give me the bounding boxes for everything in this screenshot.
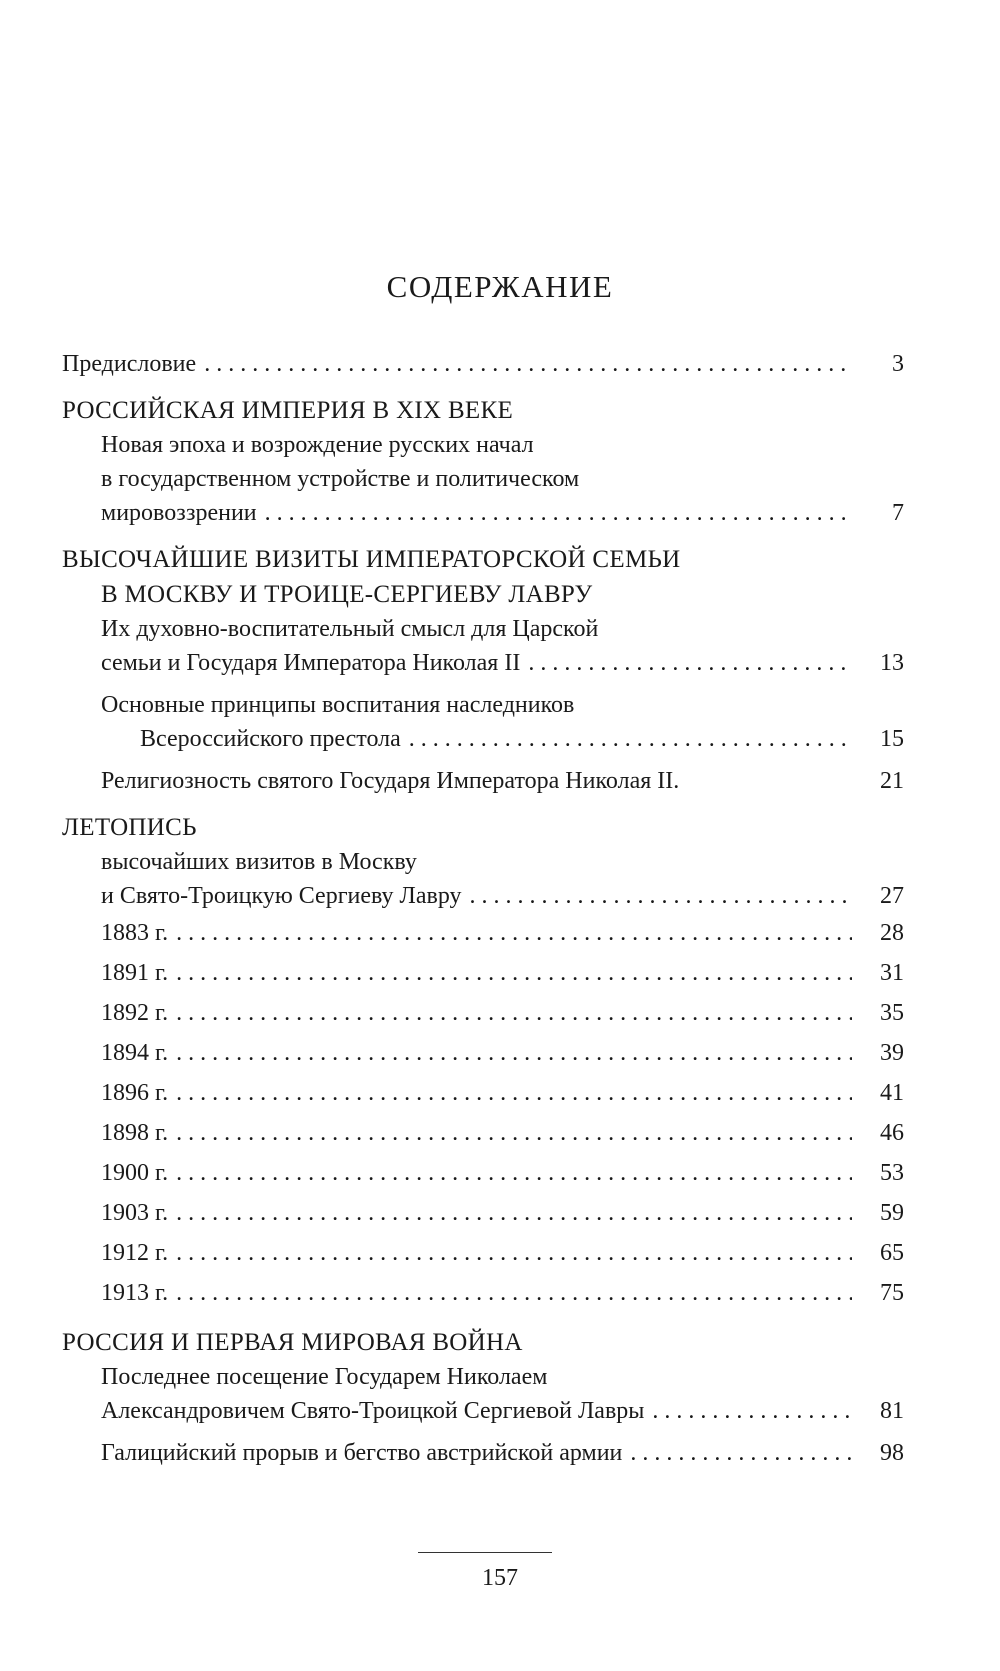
footer-rule: [418, 1552, 552, 1553]
toc-entry-text: 1898 г.: [101, 1120, 169, 1146]
toc-page-number: 21: [880, 768, 904, 794]
dot-leader: [176, 1033, 852, 1073]
toc-entry-text: Религиозность святого Государя Императора Николая II.: [101, 768, 680, 794]
toc-page-number: 28: [880, 920, 904, 946]
section-heading: В МОСКВУ И ТРОИЦЕ-СЕРГИЕВУ ЛАВРУ: [101, 581, 593, 608]
dot-leader: [176, 993, 852, 1033]
toc-page-number: 13: [880, 650, 904, 676]
toc-entry-line: Их духовно-воспитательный смысл для Царской: [101, 616, 599, 642]
toc-entry-year: [62, 1113, 904, 1153]
toc-entry-line: Основные принципы воспитания наследников: [101, 692, 575, 718]
toc-entry: [62, 1394, 904, 1428]
toc-entry: [62, 879, 904, 913]
toc-page-number: 75: [880, 1280, 904, 1306]
toc-entry-text: 1883 г.: [101, 920, 169, 946]
toc-entry-text: 1892 г.: [101, 1000, 169, 1026]
toc-entry-text: семьи и Государя Императора Николая II: [101, 650, 521, 676]
dot-leader: [176, 1273, 852, 1313]
toc-entry-year: [62, 1193, 904, 1233]
dot-leader: [176, 1113, 852, 1153]
toc-entry: [62, 722, 904, 756]
section-heading: РОССИЯ И ПЕРВАЯ МИРОВАЯ ВОЙНА: [62, 1329, 523, 1356]
toc-page-number: 65: [880, 1240, 904, 1266]
toc-entry: [62, 646, 904, 680]
toc-entry-text: 1900 г.: [101, 1160, 169, 1186]
toc-entry-text: Предисловие: [62, 351, 197, 377]
page-number: 157: [482, 1565, 518, 1591]
toc-entry-text: и Свято-Троицкую Сергиеву Лавру: [101, 883, 462, 909]
toc-entry-year: [62, 1033, 904, 1073]
toc-page-number: 35: [880, 1000, 904, 1026]
toc-entry-text: Всероссийского престола: [140, 726, 401, 752]
toc-entry: [62, 496, 904, 530]
dot-leader: [176, 913, 852, 953]
toc-page-number: 31: [880, 960, 904, 986]
toc-entry-year: [62, 1153, 904, 1193]
toc-entry-text: Александровичем Свято-Троицкой Сергиевой Лавры: [101, 1398, 645, 1424]
toc-page-number: 46: [880, 1120, 904, 1146]
toc-entry-line: в государственном устройстве и политическом: [101, 466, 580, 492]
dot-leader: [176, 1153, 852, 1193]
toc-entry-text: 1894 г.: [101, 1040, 169, 1066]
toc-entry-year: [62, 1233, 904, 1273]
toc-page-number: 41: [880, 1080, 904, 1106]
dot-leader: [409, 722, 852, 756]
toc-entry-text: мировоззрении: [101, 500, 257, 526]
toc-entry-text: 1913 г.: [101, 1280, 169, 1306]
toc-page-number: 27: [880, 883, 904, 909]
toc-page-number: 39: [880, 1040, 904, 1066]
toc-entry-year: [62, 993, 904, 1033]
toc-entry-text: 1891 г.: [101, 960, 169, 986]
toc-entry-text: 1912 г.: [101, 1240, 169, 1266]
year-list: [62, 913, 904, 1313]
section-heading: РОССИЙСКАЯ ИМПЕРИЯ В XIX ВЕКЕ: [62, 397, 514, 424]
section-heading: ЛЕТОПИСЬ: [62, 814, 197, 841]
toc-entry-text: 1903 г.: [101, 1200, 169, 1226]
dot-leader: [176, 953, 852, 993]
dot-leader: [470, 879, 852, 913]
toc-entry-text: Галицийский прорыв и бегство австрийской армии: [101, 1440, 623, 1466]
page-title: СОДЕРЖАНИЕ: [386, 269, 614, 304]
toc-page-number: 3: [892, 351, 904, 377]
dot-leader: [265, 496, 852, 530]
section-heading: ВЫСОЧАЙШИЕ ВИЗИТЫ ИМПЕРАТОРСКОЙ СЕМЬИ: [62, 546, 681, 573]
toc-entry-line: высочайших визитов в Москву: [101, 849, 417, 875]
dot-leader: [204, 347, 852, 381]
toc-entry-line: Последнее посещение Государем Николаем: [101, 1364, 548, 1390]
dot-leader: [176, 1073, 852, 1113]
toc-entry-year: [62, 1073, 904, 1113]
toc-entry-year: [62, 913, 904, 953]
toc-page-number: 98: [880, 1440, 904, 1466]
toc-page-number: 7: [892, 500, 904, 526]
toc-entry: [62, 764, 904, 798]
dot-leader: [528, 646, 852, 680]
toc-entry-line: Новая эпоха и возрождение русских начал: [101, 432, 534, 458]
toc-page-number: 53: [880, 1160, 904, 1186]
toc-entry: [62, 1436, 904, 1470]
toc-entry-text: 1896 г.: [101, 1080, 169, 1106]
dot-leader: [652, 1394, 852, 1428]
dot-leader: [176, 1233, 852, 1273]
toc-page-number: 15: [880, 726, 904, 752]
dot-leader: [176, 1193, 852, 1233]
table-of-contents: [62, 347, 904, 1470]
toc-entry-year: [62, 953, 904, 993]
toc-entry-year: [62, 1273, 904, 1313]
toc-page-number: 81: [880, 1398, 904, 1424]
toc-page-number: 59: [880, 1200, 904, 1226]
toc-entry-preface: [62, 347, 904, 381]
dot-leader: [630, 1436, 852, 1470]
